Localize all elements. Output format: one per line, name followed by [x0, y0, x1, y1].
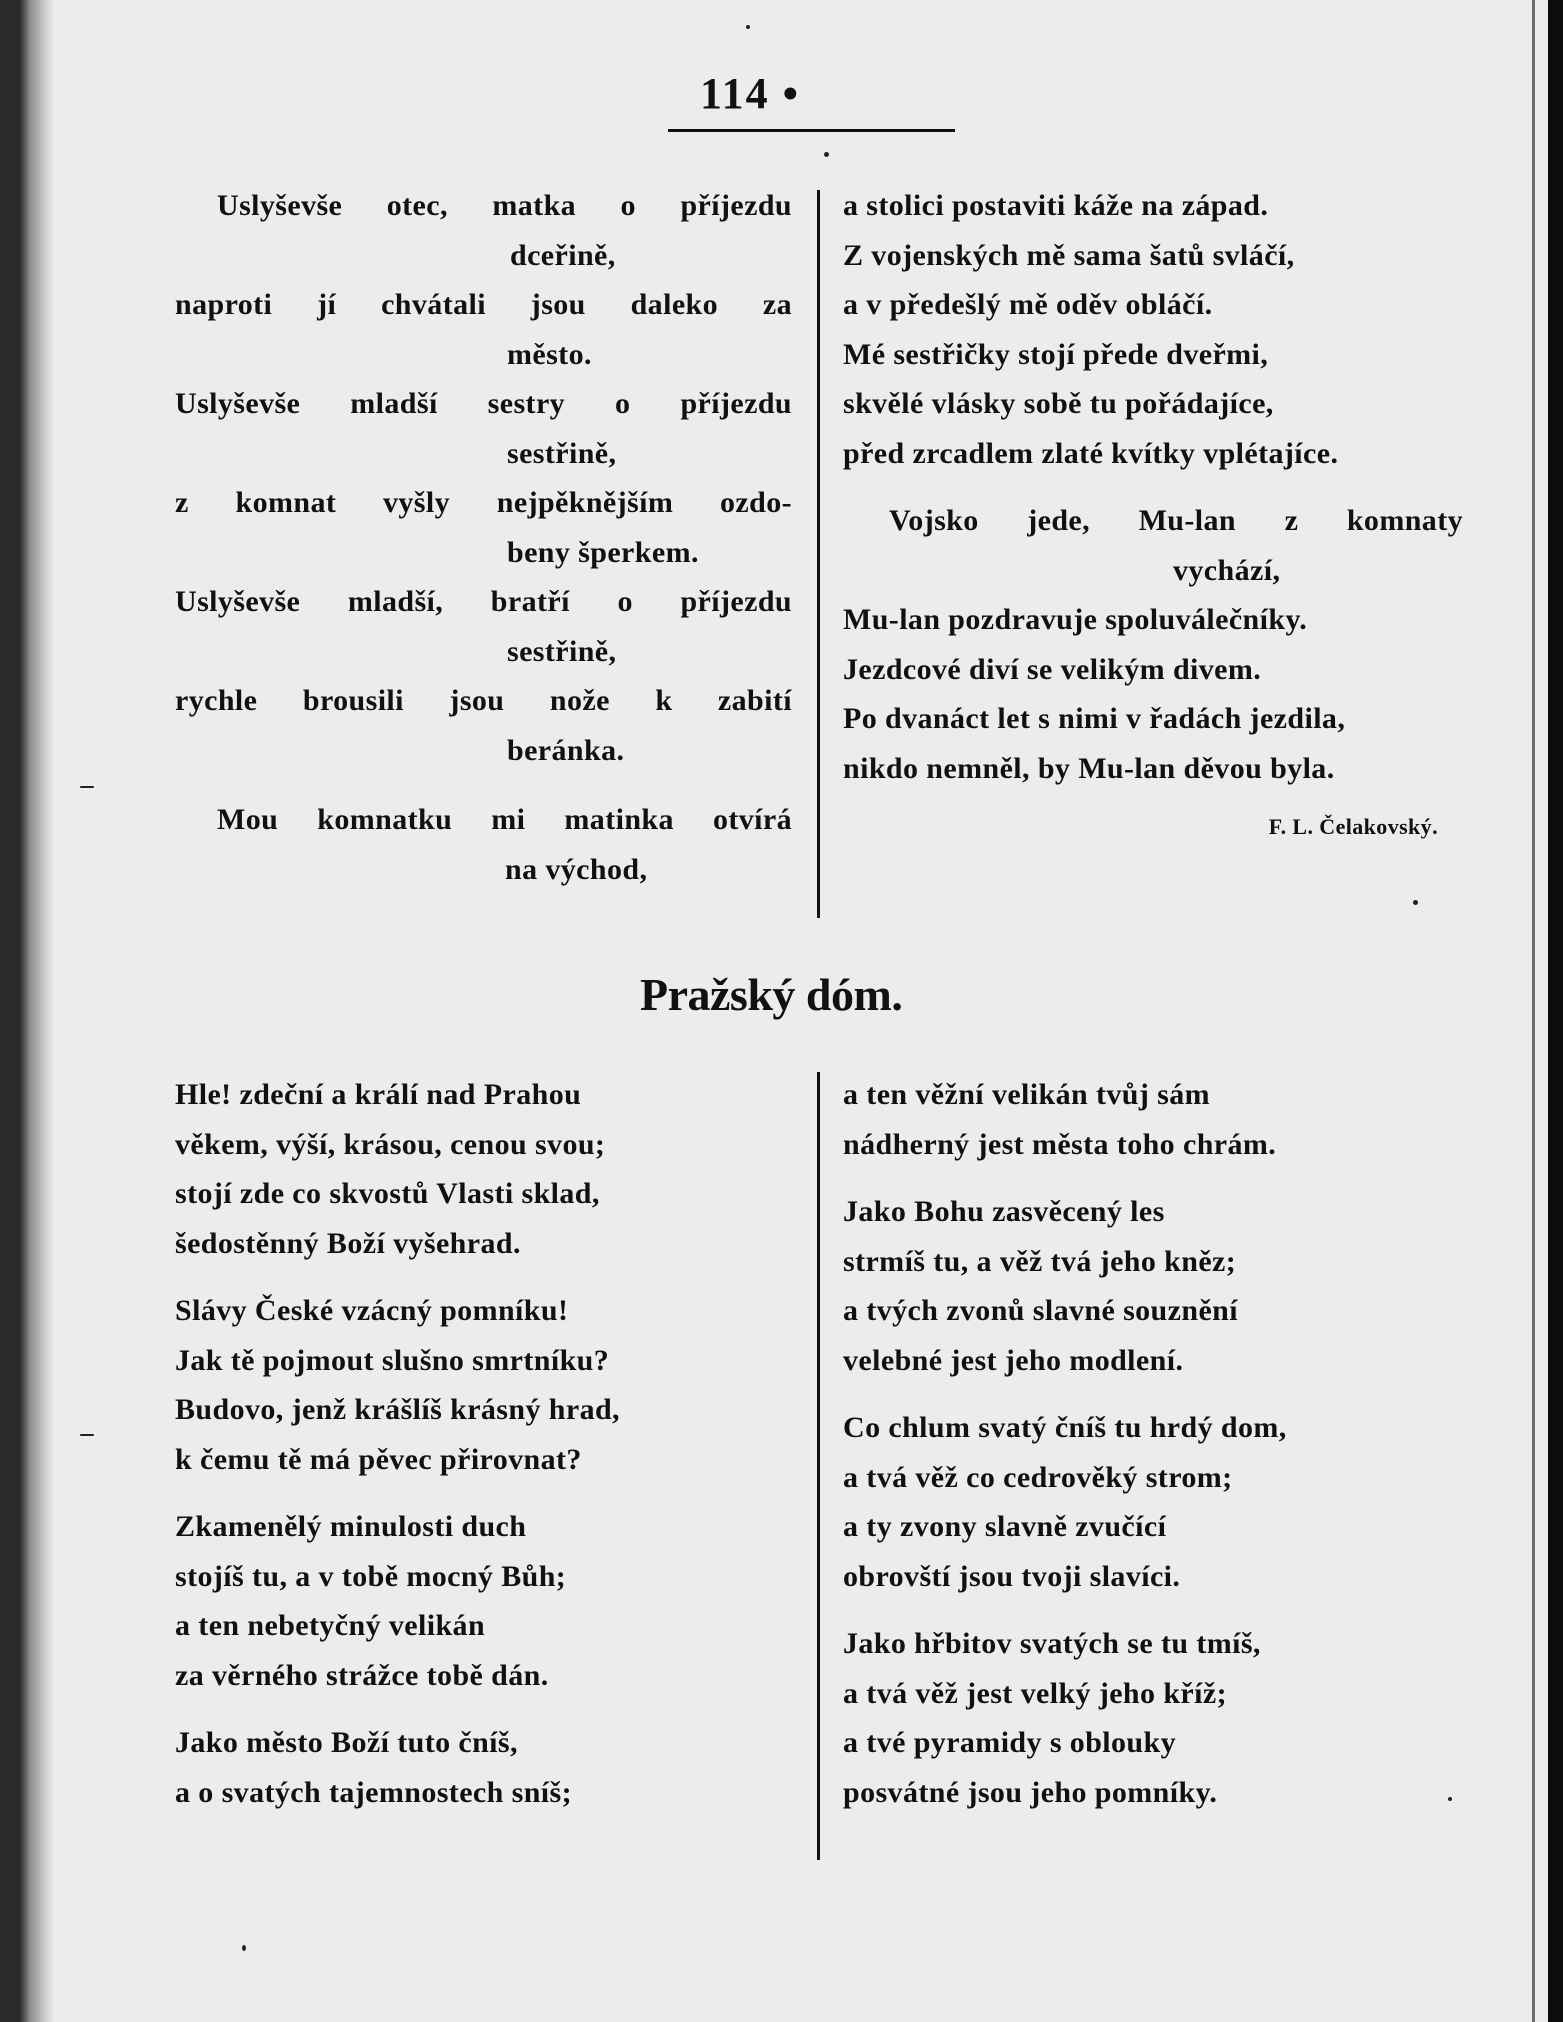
stanza — [175, 1070, 795, 1268]
verse-line: za věrného strážce tobě dán. — [175, 1658, 549, 1692]
stanza — [175, 181, 792, 775]
stanza — [843, 1187, 1463, 1385]
stanza — [175, 795, 792, 894]
stanza — [843, 1619, 1463, 1817]
poem1-left-column — [175, 181, 792, 894]
scan-speck — [1413, 900, 1418, 905]
verse-line: a ten věžní velikán tvůj sám — [843, 1078, 1211, 1111]
stanza — [843, 1403, 1463, 1601]
poem1-right-column — [843, 181, 1463, 847]
verse-line: Budovo, jenž krášlíš krásný hrad, — [175, 1393, 620, 1426]
verse-line: beránka. — [507, 733, 625, 767]
verse-line: nikdo nemněl, by Mu-lan děvou byla. — [843, 751, 1335, 785]
attribution: F. L. Čelakovský. — [1268, 814, 1438, 839]
verse-line: Z vojenských mě sama šatů svláčí, — [843, 238, 1295, 272]
verse-line: Po dvanáct let s nimi v řadách jezdila, — [843, 702, 1346, 735]
stanza — [175, 1718, 795, 1817]
verse-line: a ten nebetyčný velikán — [175, 1609, 486, 1642]
verse-line: a stolici postaviti káže na západ. — [843, 189, 1269, 222]
verse-line: a tvá věž jest velký jeho kříž; — [843, 1676, 1227, 1710]
verse-line: skvělé vlásky sobě tu pořádajíce, — [843, 387, 1274, 420]
verse-line: velebné jest jeho modlení. — [843, 1343, 1184, 1377]
scan-speck — [242, 1945, 246, 1951]
verse-line: město. — [507, 337, 592, 371]
verse-line: a v předešlý mě oděv obláčí. — [843, 288, 1213, 321]
verse-line: strmíš tu, a věž tvá jeho kněz; — [843, 1244, 1237, 1278]
verse-line: a ty zvony slavně zvučící — [843, 1510, 1167, 1543]
scan-speck — [1448, 1797, 1452, 1801]
verse-line: Jako Bohu zasvěcený les — [843, 1195, 1165, 1228]
verse-line: rychle brousili jsou nože k zabití — [175, 684, 792, 717]
verse-line: Slávy České vzácný pomníku! — [175, 1294, 569, 1327]
verse-line: Jezdcové diví se velikým divem. — [843, 652, 1262, 686]
verse-line: Jako hřbitov svatých se tu tmíš, — [843, 1627, 1261, 1660]
stanza — [843, 1070, 1463, 1169]
verse-line: na východ, — [505, 852, 648, 886]
verse-line: z komnat vyšly nejpěknějším ozdo- — [175, 486, 792, 519]
verse-line: Mé sestřičky stojí přede dveřmi, — [843, 337, 1269, 371]
verse-line: obrovští jsou tvoji slavíci. — [843, 1559, 1181, 1593]
verse-line: beny šperkem. — [507, 535, 699, 569]
verse-line: šedostěnný Boží vyšehrad. — [175, 1226, 521, 1260]
verse-line: Mou komnatku mi matinka otvírá — [217, 803, 792, 836]
verse-line: před zrcadlem zlaté kvítky vplétajíce. — [843, 436, 1339, 470]
verse-line: věkem, výší, krásou, cenou svou; — [175, 1127, 606, 1161]
page-edge-line — [1532, 0, 1535, 2022]
verse-line: Mu-lan pozdravuje spoluválečníky. — [843, 603, 1308, 636]
verse-line: Uslyševše otec, matka o příjezdu — [217, 189, 792, 222]
verse-line: a tvé pyramidy s oblouky — [843, 1726, 1176, 1759]
scan-speck — [746, 25, 750, 29]
stanza — [175, 1502, 795, 1700]
verse-line: Uslyševše mladší sestry o příjezdu — [175, 387, 792, 420]
verse-line: dceřině, — [510, 238, 616, 272]
verse-line: vychází, — [1173, 553, 1281, 587]
verse-line: sestřině, — [507, 436, 617, 470]
verse-line: nádherný jest města toho chrám. — [843, 1127, 1277, 1161]
stanza — [175, 1286, 795, 1484]
verse-line: Jako město Boží tuto čníš, — [175, 1726, 518, 1759]
scan-speck — [80, 1434, 94, 1436]
scan-speck — [824, 152, 829, 157]
verse-line: sestřině, — [507, 634, 617, 668]
verse-line: stojíš tu, a v tobě mocný Bůh; — [175, 1559, 567, 1593]
page-edge-right — [1548, 0, 1563, 2022]
verse-line: Uslyševše mladší, bratří o příjezdu — [175, 585, 792, 618]
verse-line: Vojsko jede, Mu-lan z komnaty — [889, 504, 1463, 537]
verse-line: k čemu tě má pěvec přirovnat? — [175, 1442, 582, 1476]
poem2-left-column — [175, 1070, 795, 1817]
poem-title: Pražský dóm. — [640, 969, 903, 1020]
scan-speck — [80, 786, 94, 788]
page-edge-left — [0, 0, 55, 2022]
column-rule — [817, 190, 820, 918]
page-number: 114 • — [700, 69, 800, 118]
verse-line: a tvá věž co cedrověký strom; — [843, 1460, 1233, 1494]
header-rule — [668, 129, 955, 132]
verse-line: posvátné jsou jeho pomníky. — [843, 1775, 1218, 1809]
verse-line: Hle! zdeční a králí nad Prahou — [175, 1078, 582, 1111]
poem2-right-column — [843, 1070, 1463, 1817]
stanza — [843, 181, 1463, 478]
column-rule — [817, 1072, 820, 1860]
verse-line: stojí zde co skvostů Vlasti sklad, — [175, 1177, 600, 1210]
verse-line: Zkamenělý minulosti duch — [175, 1510, 527, 1543]
verse-line: a o svatých tajemnostech sníš; — [175, 1775, 572, 1809]
stanza — [843, 496, 1463, 793]
verse-line: Co chlum svatý čníš tu hrdý dom, — [843, 1411, 1287, 1444]
verse-line: Jak tě pojmout slušno smrtníku? — [175, 1343, 610, 1377]
verse-line: a tvých zvonů slavné souznění — [843, 1294, 1238, 1327]
verse-line: naproti jí chvátali jsou daleko za — [175, 288, 792, 321]
